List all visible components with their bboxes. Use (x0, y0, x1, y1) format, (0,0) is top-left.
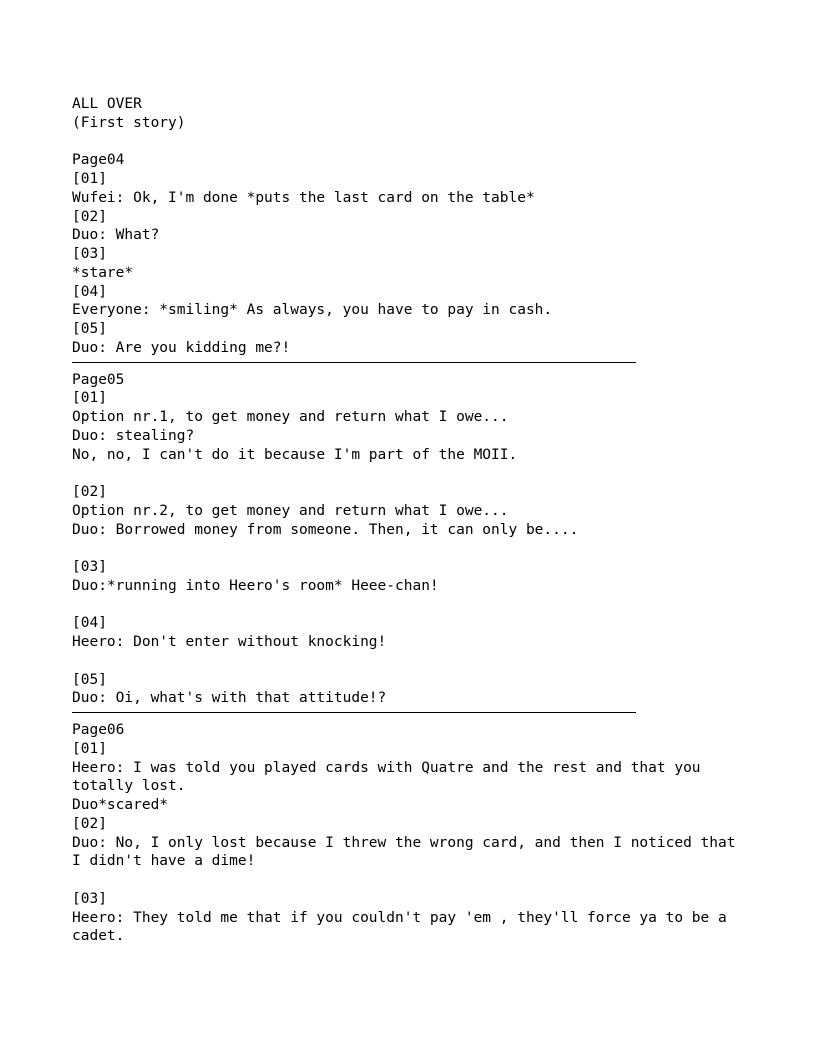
script-line: Duo: What? (72, 227, 160, 244)
blank-line (72, 133, 752, 152)
blank-line (72, 871, 752, 890)
panel-number: [03] (72, 890, 107, 907)
panel-number: [02] (72, 815, 107, 832)
panel-number: [05] (72, 671, 107, 688)
script-line: Duo*scared* (72, 797, 169, 813)
document-title: ALL OVER (72, 96, 142, 112)
script-line: No, no, I can't do it because I'm part of the MOII. (72, 446, 518, 463)
script-line: Duo: Are you kidding me?! (72, 339, 291, 356)
blank-line (72, 539, 752, 558)
script-line: Option nr.2, to get money and return what I owe... (72, 502, 509, 519)
script-line: Duo: Oi, what's with that attitude!? (72, 690, 387, 707)
panel-number: [02] (72, 484, 107, 500)
blank-line (72, 464, 752, 483)
script-line: Wufei: Ok, I'm done *puts the last card on the table* (72, 189, 535, 206)
script-page-section (72, 371, 752, 709)
script-line: Duo: stealing? (72, 427, 195, 444)
blank-line (72, 652, 752, 671)
script-line: Heero: I was told you played cards with Quatre and the rest and that you totally lost. (72, 759, 710, 795)
section-separator (72, 712, 636, 713)
script-line: Duo: No, I only lost because I threw the wrong card, and then I noticed that I didn't have a dime! (72, 834, 745, 870)
script-line: Heero: They told me that if you couldn't pay 'em , they'll force ya to be a cadet. (72, 909, 736, 945)
panel-number: [01] (72, 171, 107, 187)
page-heading: Page05 (72, 371, 125, 388)
script-page-section (72, 721, 752, 946)
panel-number: [04] (72, 615, 107, 632)
script-line: Duo: Borrowed money from someone. Then, it can only be.... (72, 521, 579, 538)
script-line: Heero: Don't enter without knocking! (72, 634, 387, 650)
panel-number: [02] (72, 208, 107, 225)
script-page-section (72, 151, 752, 357)
page-heading: Page06 (72, 722, 125, 738)
script-line: Duo:*running into Heero's room* Heee-chan! (72, 577, 439, 594)
script-line: Option nr.1, to get money and return what I owe... (72, 409, 509, 425)
script-line: *stare* (72, 264, 134, 281)
page-heading: Page04 (72, 152, 125, 169)
section-separator (72, 362, 636, 363)
panel-number: [03] (72, 246, 107, 262)
document-body (72, 95, 752, 946)
panel-number: [05] (72, 321, 107, 337)
script-line: Everyone: *smiling* As always, you have to pay in cash. (72, 302, 553, 319)
blank-line (72, 596, 752, 615)
panel-number: [04] (72, 283, 107, 300)
panel-number: [03] (72, 559, 107, 575)
panel-number: [01] (72, 390, 107, 407)
panel-number: [01] (72, 740, 107, 757)
pages-container (72, 151, 752, 946)
document-subtitle: (First story) (72, 114, 186, 131)
